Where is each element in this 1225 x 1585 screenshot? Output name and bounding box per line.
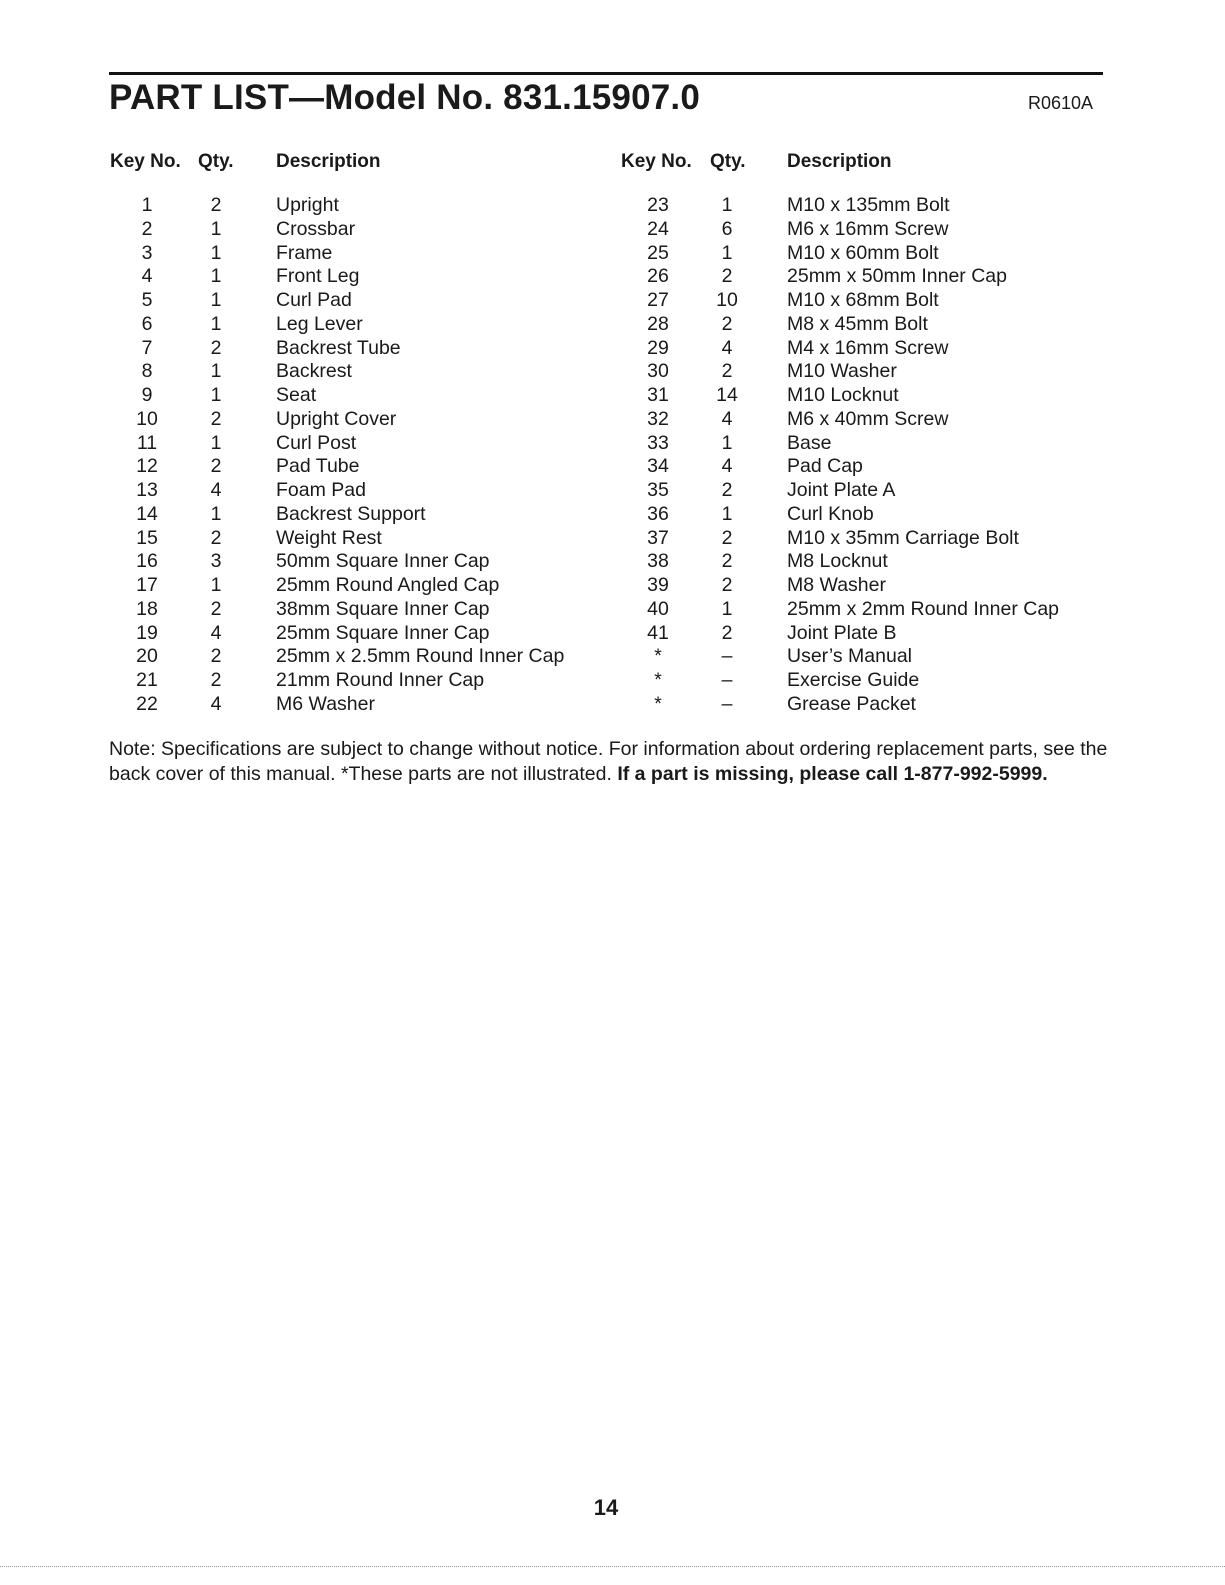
left-header-key: Key No.	[110, 151, 181, 172]
part-qty: 2	[210, 336, 222, 359]
part-qty: 1	[721, 431, 733, 454]
part-description: M10 Washer	[787, 360, 897, 383]
part-description: M10 Locknut	[787, 384, 899, 406]
part-qty: 2	[721, 574, 733, 596]
part-key-no: 10	[136, 407, 158, 430]
page-title: PART LIST—Model No. 831.15907.0	[109, 78, 700, 117]
part-description: Upright	[276, 194, 339, 216]
part-key-no: 18	[136, 597, 158, 620]
part-description: Crossbar	[276, 217, 356, 240]
part-qty: 1	[210, 241, 222, 264]
part-description: User’s Manual	[787, 645, 912, 668]
part-qty: 2	[721, 265, 733, 288]
part-key-no: 21	[136, 669, 158, 691]
part-qty: 2	[721, 360, 733, 383]
header-rule	[109, 72, 1103, 75]
part-description: Pad Cap	[787, 455, 863, 478]
part-qty: 4	[721, 455, 733, 478]
part-key-no: 3	[141, 241, 153, 264]
part-key-no: 7	[141, 336, 153, 359]
part-description: Grease Packet	[787, 692, 916, 715]
part-description: M6 x 40mm Screw	[787, 407, 949, 430]
part-key-no: 8	[141, 360, 153, 383]
part-qty: –	[721, 692, 733, 715]
part-key-no: *	[654, 645, 662, 668]
part-description: Frame	[276, 241, 333, 264]
part-qty: 1	[210, 431, 222, 454]
part-description: 25mm Square Inner Cap	[276, 621, 490, 644]
part-key-no: 22	[136, 692, 158, 715]
bottom-rule	[0, 1566, 1225, 1567]
part-qty: 1	[210, 574, 222, 596]
part-qty: 1	[210, 360, 222, 383]
part-description: M8 Washer	[787, 574, 886, 596]
part-description: Curl Pad	[276, 289, 352, 311]
part-qty: 4	[721, 407, 733, 430]
part-key-no: 28	[647, 312, 669, 335]
part-description: M10 x 35mm Carriage Bolt	[787, 526, 1019, 549]
part-key-no: 30	[647, 360, 669, 383]
part-qty: 6	[721, 217, 733, 240]
part-key-no: 37	[647, 526, 669, 549]
part-description: Joint Plate B	[787, 621, 897, 644]
part-qty: 1	[210, 289, 222, 311]
part-key-no: 9	[141, 384, 153, 406]
part-qty: 3	[210, 550, 222, 573]
part-key-no: 29	[647, 336, 669, 359]
right-header-qty: Qty.	[710, 151, 746, 172]
part-key-no: 32	[647, 407, 669, 430]
part-qty: 2	[210, 645, 222, 668]
part-description: M8 x 45mm Bolt	[787, 312, 928, 335]
part-qty: 2	[210, 407, 222, 430]
part-description: Weight Rest	[276, 526, 382, 549]
part-description: M10 x 135mm Bolt	[787, 194, 950, 216]
part-qty: 2	[721, 526, 733, 549]
note-text: Note: Specifications are subject to change without notice. For information about ordering replacement parts, see the back cover of this manual. *These parts are not illustrated.	[109, 738, 1108, 785]
part-qty: 1	[721, 597, 733, 620]
part-description: Pad Tube	[276, 455, 360, 478]
part-qty: –	[721, 645, 733, 668]
part-qty: 2	[721, 550, 733, 573]
part-description: 38mm Square Inner Cap	[276, 597, 490, 620]
part-description: M6 Washer	[276, 692, 375, 715]
part-key-no: 16	[136, 550, 158, 573]
part-key-no: 11	[136, 431, 158, 454]
part-description: 21mm Round Inner Cap	[276, 669, 485, 691]
part-qty: 4	[210, 621, 222, 644]
right-header-key: Key No.	[621, 151, 692, 172]
part-key-no: 2	[141, 217, 153, 240]
note-bold-text: If a part is missing, please call 1-877-992-5999.	[617, 762, 1048, 785]
part-description: M10 x 68mm Bolt	[787, 289, 939, 311]
part-key-no: 26	[647, 265, 669, 288]
part-description: Base	[787, 431, 832, 454]
part-qty: 2	[210, 194, 222, 216]
part-qty: 4	[210, 692, 222, 715]
part-qty: 10	[716, 289, 738, 311]
part-description: 50mm Square Inner Cap	[276, 550, 490, 573]
part-key-no: 20	[136, 645, 158, 668]
part-key-no: 1	[141, 194, 153, 216]
note-paragraph	[109, 737, 1109, 786]
right-header-description: Description	[787, 151, 892, 172]
part-description: 25mm x 50mm Inner Cap	[787, 265, 1007, 288]
part-key-no: 33	[647, 431, 669, 454]
part-description: M4 x 16mm Screw	[787, 336, 949, 359]
part-key-no: 24	[647, 217, 669, 240]
part-qty: 4	[210, 479, 222, 501]
part-description: Curl Knob	[787, 502, 874, 525]
part-key-no: *	[654, 692, 662, 715]
left-header-description: Description	[276, 151, 381, 172]
part-key-no: 13	[136, 479, 158, 501]
part-qty: 14	[716, 384, 738, 406]
part-qty: 1	[210, 502, 222, 525]
part-description: Upright Cover	[276, 407, 397, 430]
part-key-no: 14	[136, 502, 158, 525]
part-description: 25mm Round Angled Cap	[276, 574, 500, 596]
part-description: Leg Lever	[276, 312, 363, 335]
part-qty: 1	[210, 217, 222, 240]
part-qty: 4	[721, 336, 733, 359]
part-key-no: 31	[647, 384, 669, 406]
part-key-no: 25	[647, 241, 669, 264]
part-description: Backrest Support	[276, 502, 426, 525]
part-description: M8 Locknut	[787, 550, 888, 573]
part-key-no: 15	[136, 526, 158, 549]
part-key-no: 41	[647, 621, 669, 644]
part-qty: –	[721, 669, 733, 691]
page-number: 14	[593, 1495, 619, 1520]
part-key-no: 17	[136, 574, 158, 596]
part-description: Backrest Tube	[276, 336, 401, 359]
part-key-no: 34	[647, 455, 669, 478]
part-key-no: *	[654, 669, 662, 691]
part-description: Exercise Guide	[787, 669, 920, 691]
part-key-no: 12	[136, 455, 158, 478]
part-description: M10 x 60mm Bolt	[787, 241, 939, 264]
part-key-no: 38	[647, 550, 669, 573]
part-description: Seat	[276, 384, 317, 406]
part-description: Front Leg	[276, 265, 360, 288]
part-qty: 2	[210, 669, 222, 691]
part-qty: 1	[210, 312, 222, 335]
part-qty: 1	[210, 384, 222, 406]
part-qty: 2	[210, 597, 222, 620]
part-qty: 1	[721, 241, 733, 264]
part-qty: 1	[721, 502, 733, 525]
part-description: M6 x 16mm Screw	[787, 217, 949, 240]
part-description: Joint Plate A	[787, 479, 896, 501]
part-qty: 2	[721, 312, 733, 335]
part-key-no: 19	[136, 621, 158, 644]
part-key-no: 4	[141, 265, 153, 288]
part-qty: 2	[721, 479, 733, 501]
part-description: 25mm x 2.5mm Round Inner Cap	[276, 645, 565, 668]
part-key-no: 35	[647, 479, 669, 501]
part-qty: 1	[210, 265, 222, 288]
part-key-no: 39	[647, 574, 669, 596]
part-qty: 2	[721, 621, 733, 644]
part-key-no: 40	[647, 597, 669, 620]
part-description: Foam Pad	[276, 479, 366, 501]
part-key-no: 36	[647, 502, 669, 525]
document-code: R0610A	[1028, 93, 1094, 113]
part-description: Curl Post	[276, 431, 357, 454]
part-key-no: 5	[141, 289, 153, 311]
part-key-no: 27	[647, 289, 669, 311]
part-key-no: 23	[647, 194, 669, 216]
part-description: Backrest	[276, 360, 352, 383]
left-header-qty: Qty.	[198, 151, 234, 172]
part-qty: 2	[210, 526, 222, 549]
part-key-no: 6	[141, 312, 153, 335]
part-qty: 1	[721, 194, 733, 216]
part-qty: 2	[210, 455, 222, 478]
part-description: 25mm x 2mm Round Inner Cap	[787, 597, 1060, 620]
